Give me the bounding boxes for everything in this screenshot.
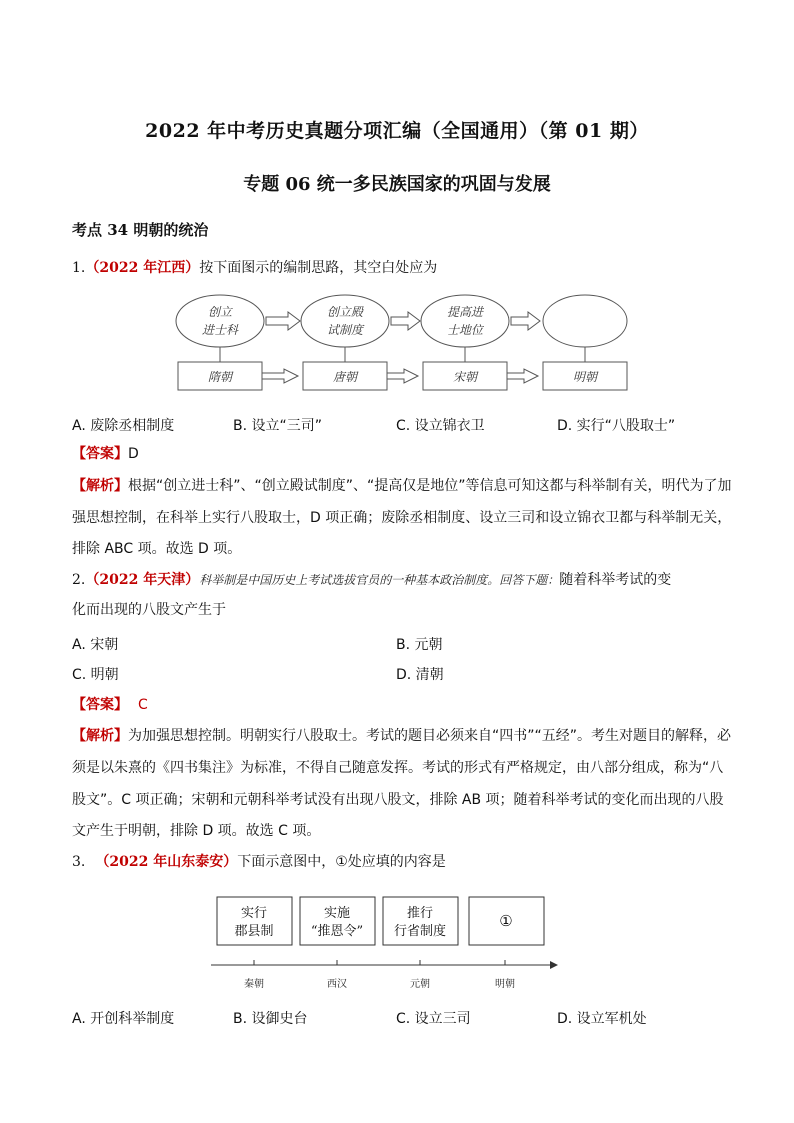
q2-option-a[interactable]: A. 宋朝 (72, 637, 119, 653)
q3-option-a[interactable]: A. 开创科举制度 (72, 1011, 175, 1027)
q3-option-c[interactable]: C. 设立三司 (396, 1011, 471, 1027)
q2-stem-handwritten: 科举制是中国历史上考试选拔官员的一种基本政治制度。回答下题： (199, 573, 560, 587)
q1-analysis-label: 【解析】 (72, 478, 128, 494)
q2-source-tag: （2022 年天津） (85, 572, 200, 588)
q2-analysis-line-4: 文产生于明朝，排除 D 项。故选 C 项。 (72, 823, 321, 839)
q1-oval-1 (176, 295, 264, 347)
q3-box-3-line1: 推行 (406, 906, 434, 921)
q1-option-a[interactable]: A. 废除丞相制度 (72, 418, 175, 434)
q3-option-d[interactable]: D. 设立军机处 (557, 1011, 647, 1027)
q2-option-b[interactable]: B. 元朝 (396, 637, 443, 653)
q1-oval-1-line2: 进士科 (201, 323, 239, 337)
q2-analysis-line-1: 【解析】为加强思想控制。明朝实行八股取士。考试的题目必须来自“四书”“五经”。考生对题目的解释，必 (72, 728, 732, 744)
q1-option-d[interactable]: D. 实行“八股取士” (557, 418, 676, 434)
q1-oval-3-line1: 提高进 (446, 305, 484, 319)
q1-oval-2-line2: 试制度 (326, 323, 364, 337)
q1-dynasty-3: 宋朝 (452, 370, 478, 384)
q1-oval-2-line1: 创立殿 (326, 305, 364, 319)
q3-diagram (205, 893, 565, 998)
q1-answer (72, 445, 139, 463)
q3-box-2-line1: 实施 (323, 906, 351, 921)
section-heading: 考点 34 明朝的统治 (72, 221, 209, 239)
q1-dynasty-2: 唐朝 (332, 370, 358, 384)
q2-stem-line2: 化而出现的八股文产生于 (72, 602, 226, 618)
q3-timeline-qin: 秦朝 (244, 979, 264, 990)
q3-option-b[interactable]: B. 设御史台 (233, 1011, 308, 1027)
q3-box-1-line2: 郡县制 (234, 924, 274, 939)
q1-option-b[interactable]: B. 设立“三司” (233, 418, 323, 434)
q3-box-1-line1: 实行 (240, 906, 268, 921)
q2-analysis-line-3: 股文”。C 项正确；宋朝和元朝科举考试没有出现八股文，排除 AB 项；随着科举考试的变化而出现的八股 (72, 792, 724, 808)
q3-stem (72, 853, 446, 871)
q1-oval-2 (301, 295, 389, 347)
q2-answer-label: 【答案】 (72, 697, 128, 713)
q2-option-d[interactable]: D. 清朝 (396, 667, 444, 683)
q1-dynasty-4: 明朝 (572, 370, 598, 384)
q1-answer-value: D (128, 446, 139, 462)
q1-number: 1. (72, 260, 86, 276)
document-title: 2022 年中考历史真题分项汇编（全国通用）（第 01 期） (145, 120, 649, 142)
q1-oval-1-line1: 创立 (207, 305, 233, 319)
q1-diagram (170, 290, 630, 400)
q3-timeline-xihan: 西汉 (327, 979, 347, 990)
q1-oval-4 (543, 295, 627, 347)
q1-answer-label: 【答案】 (72, 446, 128, 462)
q2-analysis-label: 【解析】 (72, 728, 128, 744)
q1-analysis-line-1: 【解析】根据“创立进士科”、“创立殿试制度”、“提高仅是地位”等信息可知这都与科举制有关，明代为了加 (72, 478, 732, 494)
q1-stem (72, 259, 437, 277)
q3-box-4-marker: ① (499, 912, 513, 930)
q1-dynasty-1: 隋朝 (207, 370, 233, 384)
q3-timeline-ming: 明朝 (495, 979, 515, 990)
q2-option-c[interactable]: C. 明朝 (72, 667, 119, 683)
q3-box-2-line2: “推恩令” (310, 924, 364, 939)
document-subtitle: 专题 06 统一多民族国家的巩固与发展 (243, 174, 551, 195)
q3-stem-text: 下面示意图中，①处应填的内容是 (237, 854, 446, 870)
q2-number: 2. (72, 572, 86, 588)
q2-stem (72, 571, 671, 589)
q1-oval-3-line2: 士地位 (446, 323, 484, 337)
q1-analysis-line-2: 强思想控制，在科举上实行八股取士，D 项正确；废除丞相制度、设立三司和设立锦衣卫都与科举制无关， (72, 510, 732, 526)
q3-source-tag: （2022 年山东泰安） (95, 854, 238, 870)
q1-oval-3 (421, 295, 509, 347)
q1-analysis-line-3: 排除 ABC 项。故选 D 项。 (72, 541, 242, 557)
q1-stem-text: 按下面图示的编制思路，其空白处应为 (199, 260, 438, 276)
q2-answer (72, 696, 148, 714)
q3-timeline-yuan: 元朝 (410, 979, 430, 990)
q2-analysis-line-2: 须是以朱熹的《四书集注》为标准，不得自己随意发挥。考试的形式有严格规定，由八部分组成，称为“八 (72, 760, 724, 776)
q2-answer-value: C (138, 697, 148, 713)
q3-number: 3. (72, 854, 86, 870)
q2-stem-rest: 随着科举考试的变 (559, 572, 672, 588)
q3-box-3-line2: 行省制度 (393, 924, 447, 939)
q1-option-c[interactable]: C. 设立锦衣卫 (396, 418, 485, 434)
q3-timeline-arrowhead (550, 961, 558, 969)
q1-source-tag: （2022 年江西） (85, 260, 200, 276)
